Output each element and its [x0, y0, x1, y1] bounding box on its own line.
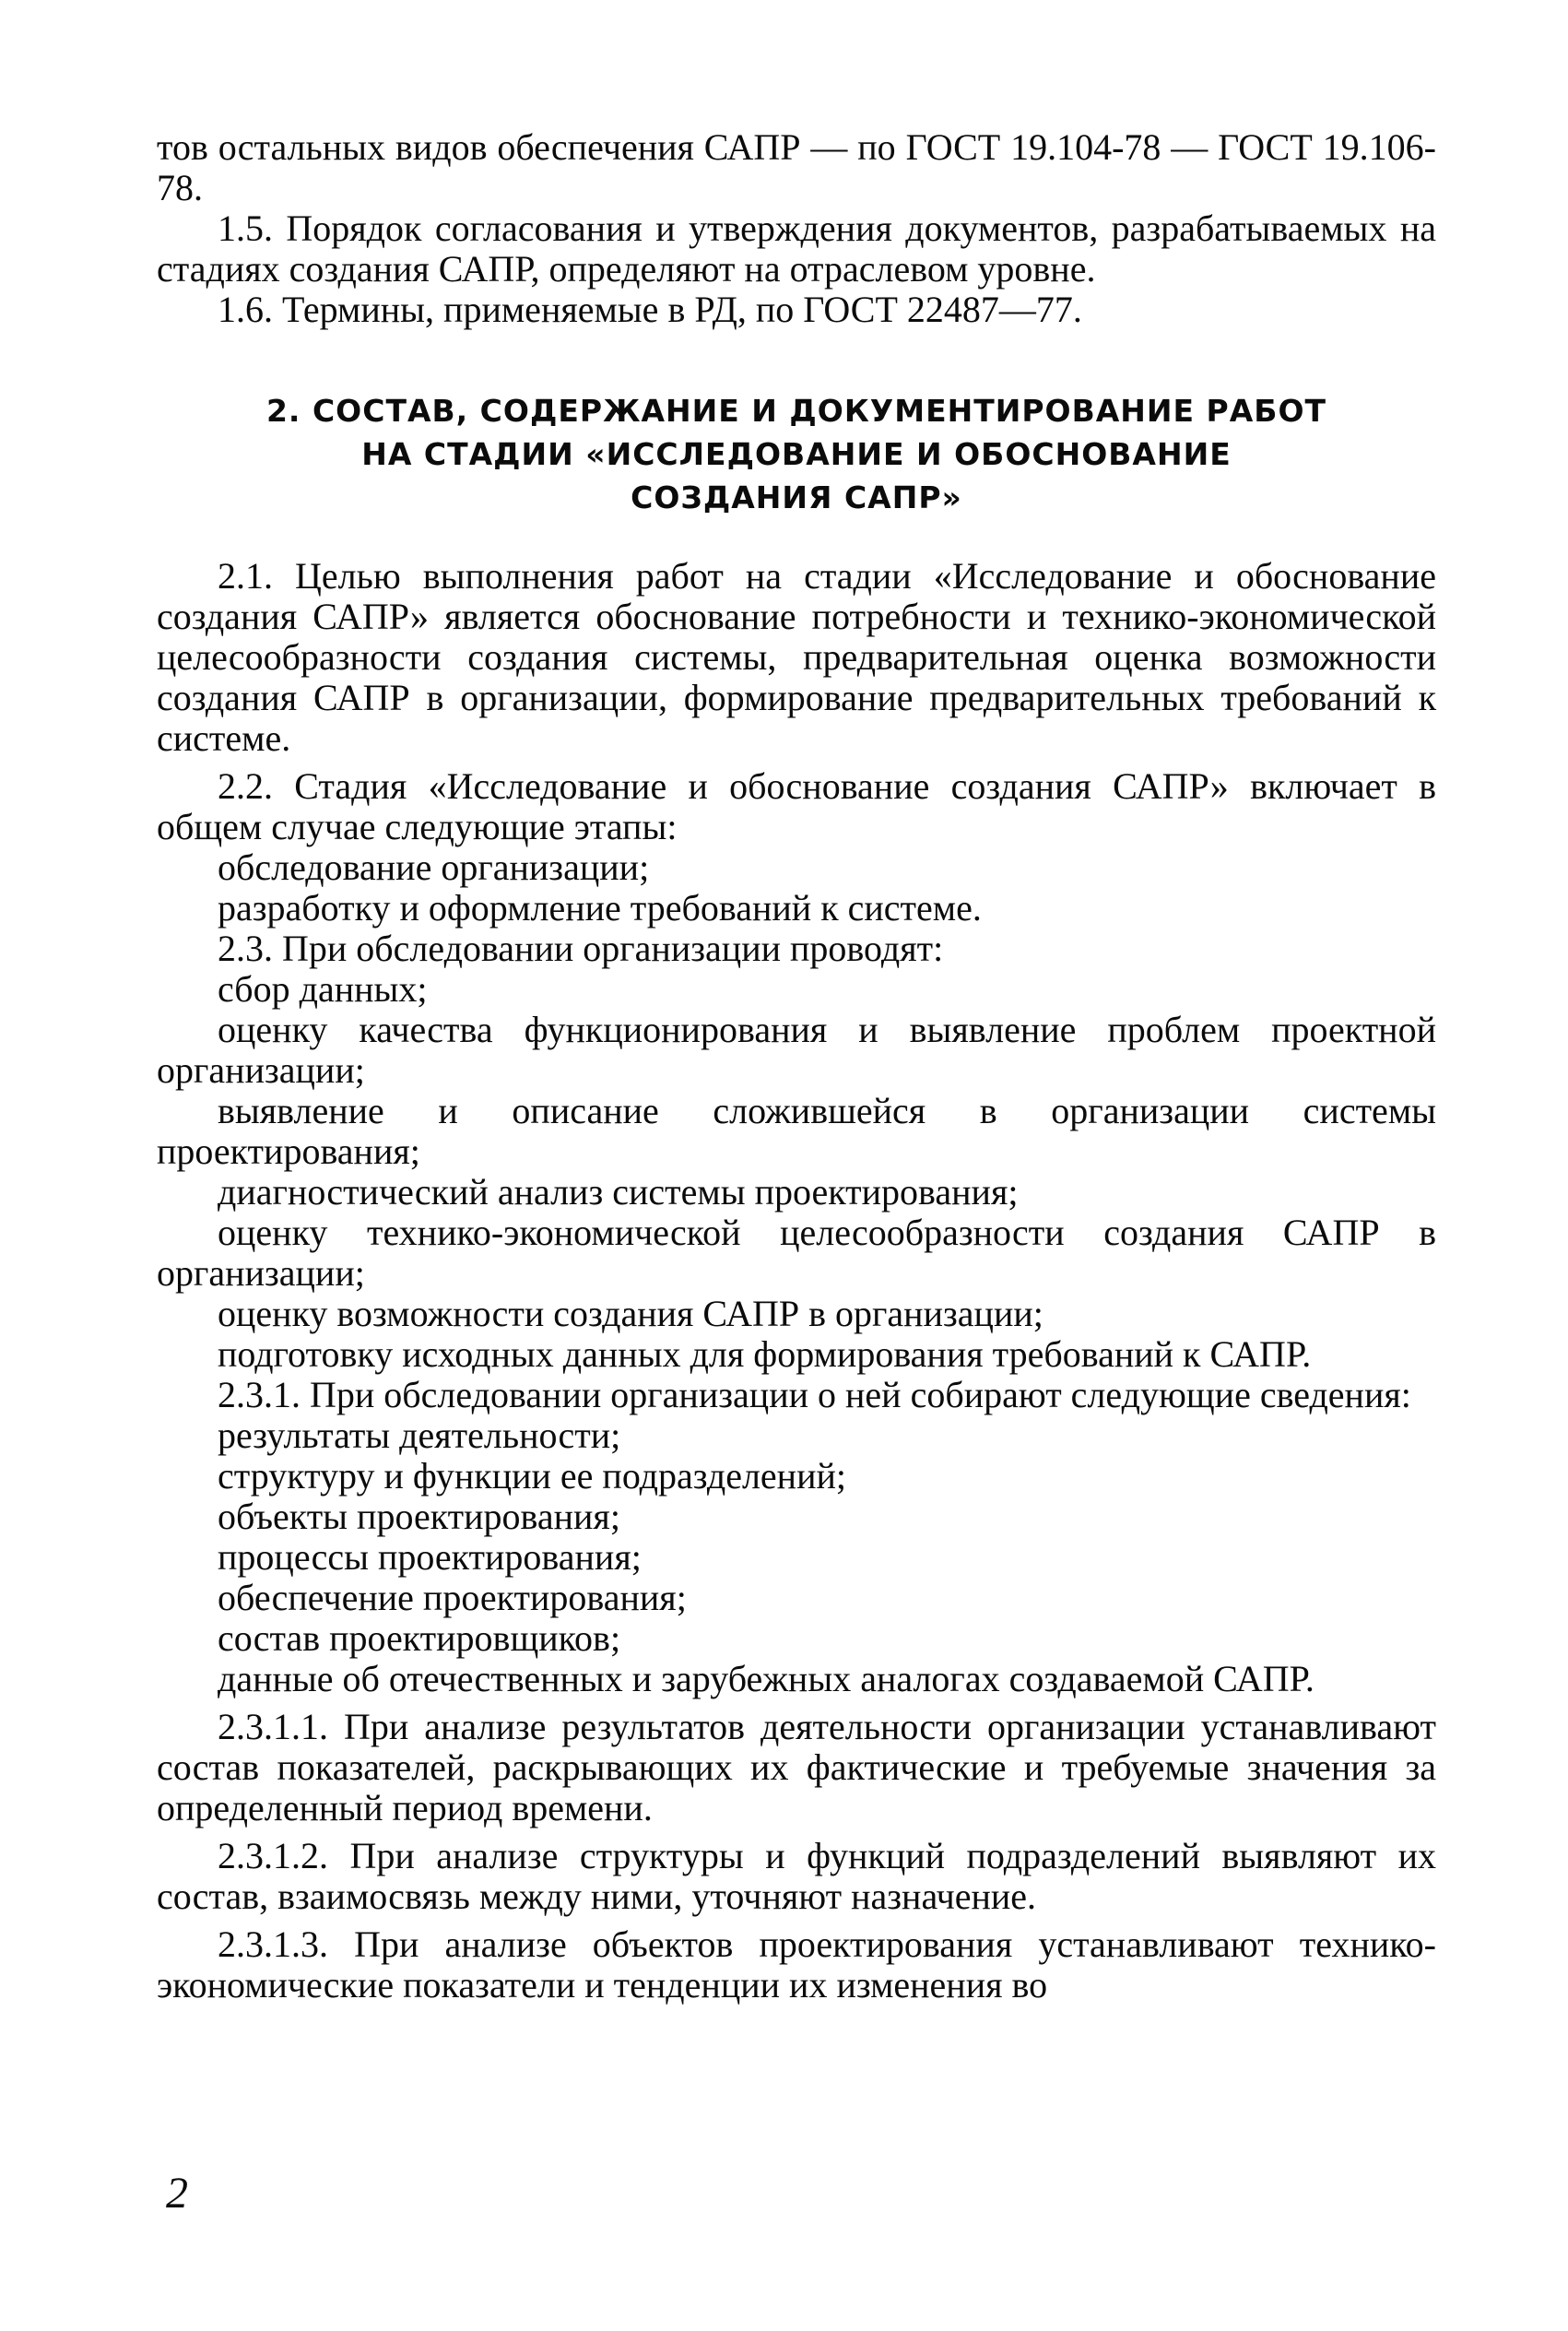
list-item: состав проектировщиков; [218, 1617, 621, 1659]
list-item: обследование организации; [218, 846, 650, 888]
paragraph-2-3-1-2: 2.3.1.2. При анализе структуры и функций подразделений выявляют их состав, взаимосвязь между ними, уточняют назначение. [157, 1835, 1436, 1917]
list-item: обеспечение проектирования; [218, 1577, 687, 1618]
list-item: процессы проектирования; [218, 1536, 642, 1578]
section-heading-line: 2. СОСТАВ, СОДЕРЖАНИЕ И ДОКУМЕНТИРОВАНИЕ РАБОТ [265, 393, 1327, 429]
list-item: сбор данных; [218, 968, 428, 1010]
list-item: подготовку исходных данных для формирования требований к САПР. [218, 1333, 1312, 1375]
paragraph-1-5: 1.5. Порядок согласования и утверждения документов, разрабатываемых на стадиях создания САПР, определяют на отраслевом уровне. [157, 207, 1436, 290]
list-item: структуру и функции ее подразделений; [218, 1455, 847, 1497]
document-page [157, 127, 1436, 2285]
paragraph-2-3-1-3: 2.3.1.3. При анализе объектов проектирования устанавливают технико-экономические показатели и тенденции их изменения во [157, 1923, 1436, 2006]
paragraph-2-3: 2.3. При обследовании организации проводят: [218, 928, 944, 969]
paragraph-2-2: 2.2. Стадия «Исследование и обоснование создания САПР» включает в общем случае следующие этапы: [157, 765, 1436, 847]
paragraph-2-1: 2.1. Целью выполнения работ на стадии «Исследование и обоснование создания САПР» является обоснование потребности и технико-экономической целесообразности создания системы, предварительная оценка возможности создания САПР в организации, формирование предварительных требований к системе. [157, 555, 1436, 759]
continued-paragraph: тов остальных видов обеспечения САПР — по ГОСТ 19.104-78 — ГОСТ 19.106-78. [157, 126, 1436, 208]
list-item: оценку возможности создания САПР в организации; [218, 1293, 1043, 1334]
section-heading [157, 389, 1436, 519]
list-item: выявление и описание сложившейся в организации системы проектирования; [157, 1090, 1436, 1172]
paragraph-2-3-1-1: 2.3.1.1. При анализе результатов деятельности организации устанавливают состав показателей, раскрывающих их фактические и требуемые значения за определенный период времени. [157, 1706, 1436, 1828]
list-item: разработку и оформление требований к системе. [218, 887, 982, 929]
paragraph-1-6: 1.6. Термины, применяемые в РД, по ГОСТ 22487—77. [218, 289, 1082, 330]
list-item: диагностический анализ системы проектирования; [218, 1171, 1019, 1213]
list-item: объекты проектирования; [218, 1496, 620, 1537]
page-number: 2 [166, 2169, 188, 2218]
list-item: результаты деятельности; [218, 1414, 621, 1456]
list-item: оценку качества функционирования и выявление проблем проектной организации; [157, 1009, 1436, 1091]
section-heading-line: НА СТАДИИ «ИССЛЕДОВАНИЕ И ОБОСНОВАНИЕ [361, 436, 1232, 472]
paragraph-2-3-1: 2.3.1. При обследовании организации о ней собирают следующие сведения: [218, 1374, 1411, 1415]
section-heading-line: СОЗДАНИЯ САПР» [631, 479, 962, 515]
list-item: данные об отечественных и зарубежных аналогах создаваемой САПР. [218, 1658, 1315, 1699]
list-item: оценку технико-экономической целесообразности создания САПР в организации; [157, 1212, 1436, 1294]
